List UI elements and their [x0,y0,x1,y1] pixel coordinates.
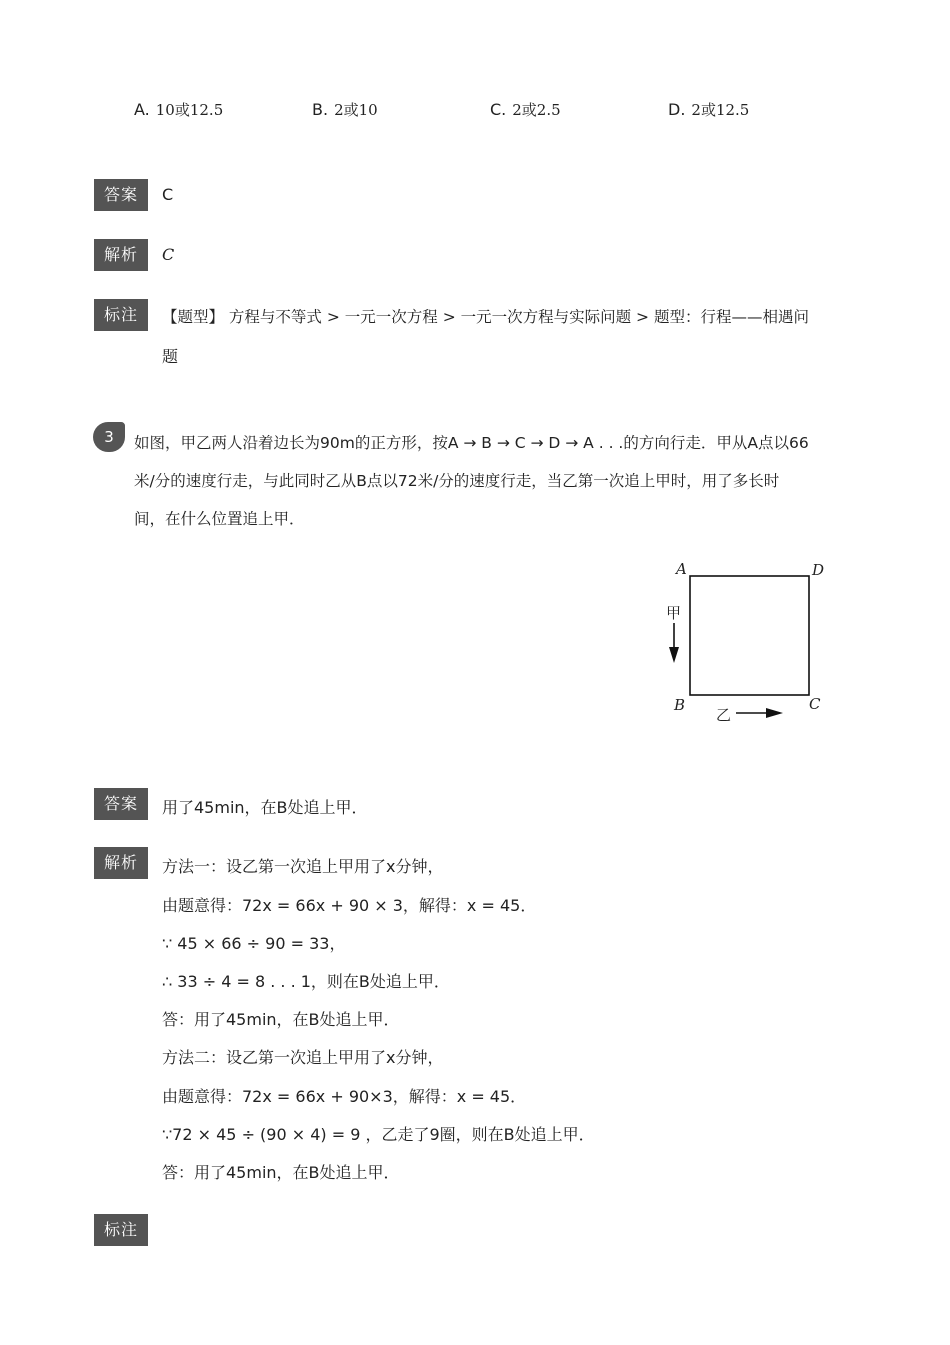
q2-answer-tag: 答案 [94,179,148,211]
option-a-label: A. [134,100,150,119]
option-d[interactable] [668,99,749,120]
analysis-line: ∵ 45 × 66 ÷ 90 = 33， [162,934,346,953]
q3-answer-tag: 答案 [94,788,148,820]
q2-note-line1: 【题型】 方程与不等式 > 一元一次方程 > 一元一次方程与实际问题 > 题型：行程——相遇问 [162,308,809,326]
q2-note-tag: 标注 [94,299,148,331]
analysis-line: ∵72 × 45 ÷ (90 × 4) = 9 ，乙走了9圈，则在B处追上甲． [162,1125,595,1144]
walker-yi-label: 乙 [716,706,732,724]
q3-question-line1: 如图，甲乙两人沿着边长为90m的正方形，按A → B → C → D → A . . .的方向行走．甲从A点以66 [134,434,809,452]
option-b-value: 2或10 [334,101,378,119]
vertex-d-label: D [812,561,825,579]
square-path-figure [660,555,840,730]
q3-answer-text: 用了45min，在B处追上甲． [162,798,368,817]
analysis-line: 方法一：设乙第一次追上甲用了x分钟， [162,857,444,876]
walker-jia-label: 甲 [666,604,682,622]
q2-answer-text: C [162,185,174,204]
analysis-line: ∴ 33 ÷ 4 = 8 . . . 1，则在B处追上甲． [162,972,450,991]
q2-analysis-text: C [162,245,175,264]
option-c-label: C. [490,100,507,119]
q3-note-tag: 标注 [94,1214,148,1246]
analysis-line: 由题意得：72x = 66x + 90 × 3，解得：x = 45． [162,896,537,915]
analysis-line: 答：用了45min，在B处追上甲． [162,1010,400,1029]
analysis-line: 方法二：设乙第一次追上甲用了x分钟， [162,1048,444,1067]
jia-arrow-head-icon [669,647,679,663]
square-path [690,576,809,695]
analysis-line: 由题意得：72x = 66x + 90×3，解得：x = 45． [162,1087,527,1106]
vertex-b-label: B [674,696,686,714]
q3-question-line3: 间，在什么位置追上甲． [134,510,305,528]
analysis-line: 答：用了45min，在B处追上甲． [162,1163,400,1182]
option-c-value: 2或2.5 [512,101,561,119]
question-number-badge: 3 [93,422,125,452]
option-a-value: 10或12.5 [155,101,224,119]
option-d-label: D. [668,100,686,119]
q2-note-line2: 题 [162,347,179,366]
yi-arrow-head-icon [766,708,783,718]
q3-question-line2: 米/分的速度行走，与此同时乙从B点以72米/分的速度行走，当乙第一次追上甲时，用了多长时 [134,472,780,490]
q2-analysis-tag: 解析 [94,239,148,271]
vertex-c-label: C [809,695,821,713]
option-a[interactable] [134,99,223,120]
option-d-value: 2或12.5 [691,101,750,119]
option-c[interactable] [490,99,561,120]
option-b[interactable] [312,99,378,120]
q3-analysis-tag: 解析 [94,847,148,879]
vertex-a-label: A [676,560,687,578]
option-b-label: B. [312,100,329,119]
